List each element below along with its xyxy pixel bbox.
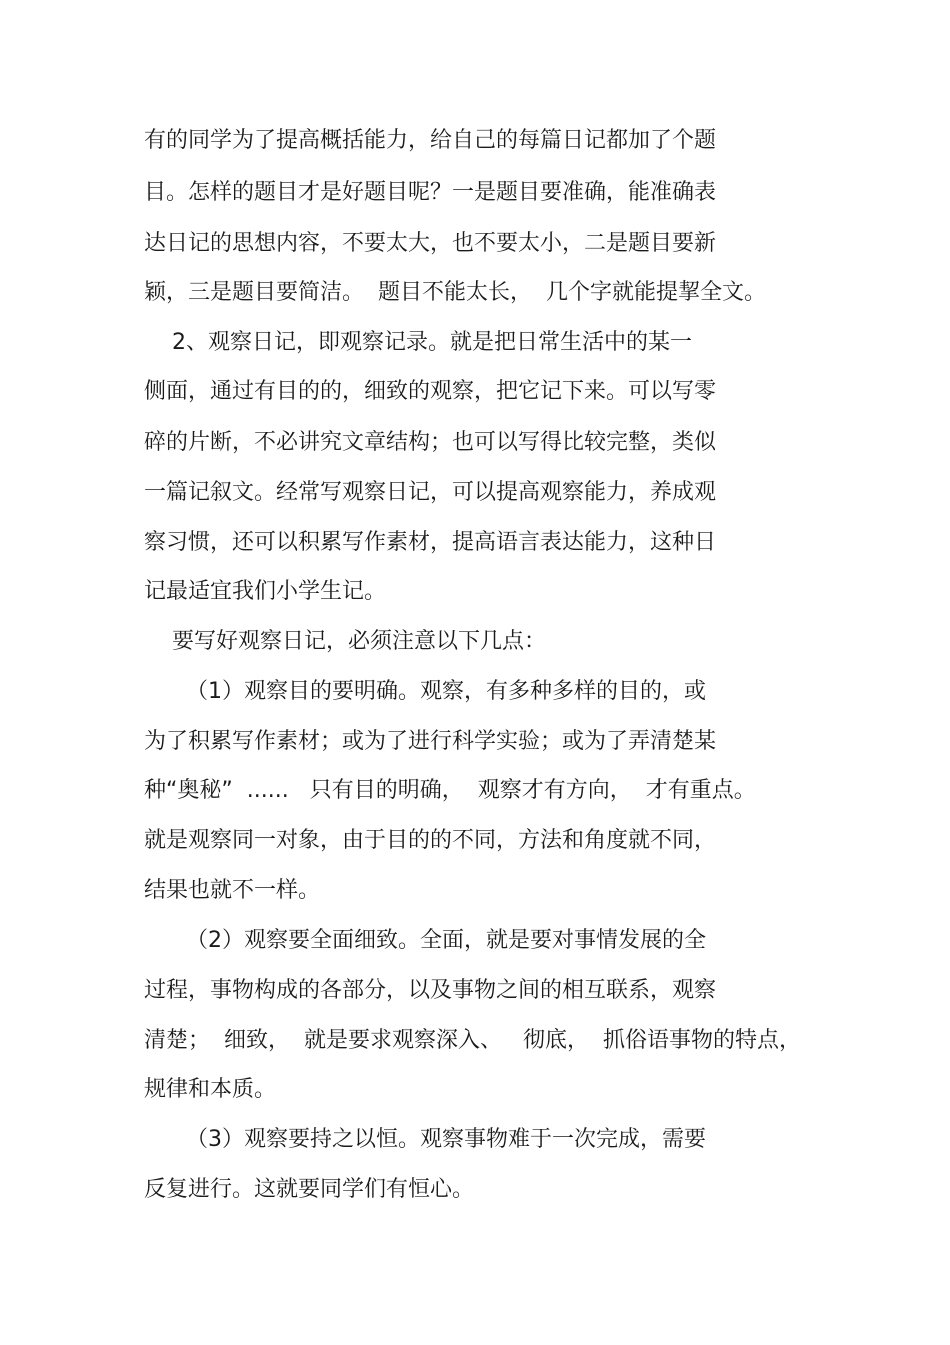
text-line: 种“奥秘” ...... 只有目的明确， 观察才有方向， 才有重点。	[144, 778, 756, 803]
text-line: 达日记的思想内容，不要太大，也不要太小，二是题目要新	[144, 231, 717, 256]
text-line: 颖，三是题目要简洁。 题目不能太长， 几个字就能提挈全文。	[144, 280, 766, 305]
text-line: 侧面，通过有目的的，细致的观察，把它记下来。可以写零	[144, 379, 717, 404]
text-line: 碎的片断，不必讲究文章结构；也可以写得比较完整，类似	[144, 430, 717, 455]
text-line: 有的同学为了提高概括能力，给自己的每篇日记都加了个题	[144, 128, 717, 153]
text-line: （1）观察目的要明确。观察，有多种多样的目的，或	[144, 679, 706, 704]
text-line: 目。怎样的题目才是好题目呢？一是题目要准确，能准确表	[144, 180, 717, 205]
text-line: 过程，事物构成的各部分，以及事物之间的相互联系，观察	[144, 978, 717, 1003]
text-line: 2、观察日记，即观察记录。就是把日常生活中的某一	[144, 330, 692, 355]
text-line: 察习惯，还可以积累写作素材，提高语言表达能力，这种日	[144, 530, 717, 555]
text-line: 就是观察同一对象，由于目的的不同，方法和角度就不同，	[144, 828, 717, 853]
text-line: 反复进行。这就要同学们有恒心。	[144, 1177, 475, 1202]
text-line: 清楚； 细致， 就是要求观察深入、 彻底， 抓俗语事物的特点，	[144, 1028, 801, 1053]
text-line: （3）观察要持之以恒。观察事物难于一次完成，需要	[144, 1127, 706, 1152]
text-line: 结果也就不一样。	[144, 878, 321, 903]
text-line: 记最适宜我们小学生记。	[144, 579, 387, 604]
text-line: 为了积累写作素材；或为了进行科学实验；或为了弄清楚某	[144, 729, 717, 754]
text-line: 规律和本质。	[144, 1077, 277, 1102]
text-line: （2）观察要全面细致。全面，就是要对事情发展的全	[144, 928, 706, 953]
text-line: 一篇记叙文。经常写观察日记，可以提高观察能力，养成观	[144, 480, 717, 505]
text-line: 要写好观察日记，必须注意以下几点：	[144, 629, 546, 654]
